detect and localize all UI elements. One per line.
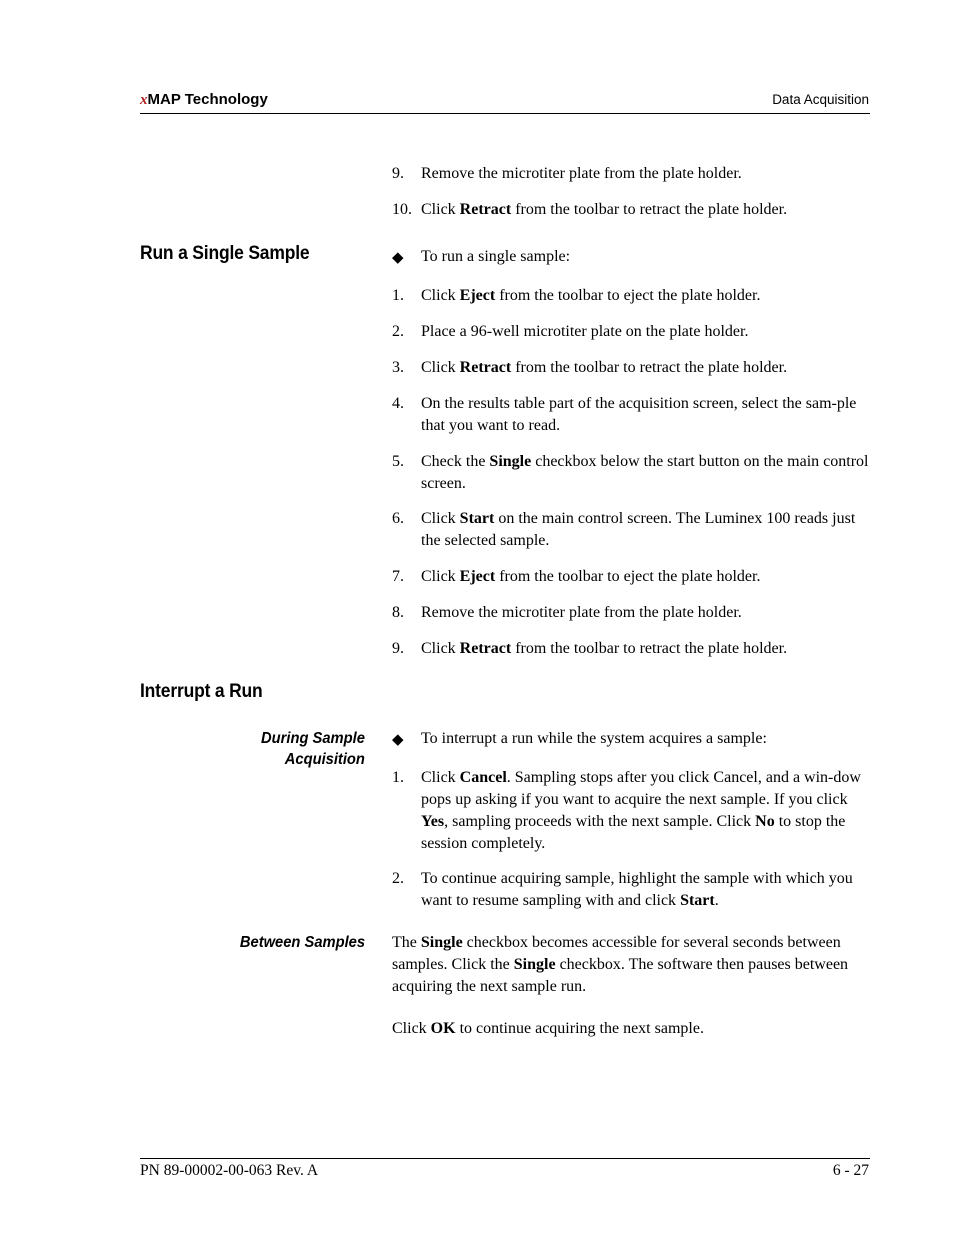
list-item: 9. Remove the microtiter plate from the plate holder. [392, 165, 742, 182]
footer-rule [140, 1158, 870, 1159]
section-heading: Run a Single Sample [140, 243, 310, 264]
list-item: 3. Click Retract from the toolbar to retract the plate holder. [392, 359, 788, 376]
page-number: 6 - 27 [832, 1162, 869, 1179]
procedure-intro: ◆ To run a single sample: [392, 248, 571, 266]
running-header-brand [140, 91, 268, 109]
list-item: 10. Click Retract from the toolbar to retract the plate holder. [392, 201, 788, 218]
list-item: 6. Click Start on the main control screen. The Luminex 100 reads just the selected sample. [392, 510, 856, 549]
subsection-heading: During Sample Acquisition [261, 730, 365, 768]
paragraph: Click OK to continue acquiring the next sample. [392, 1020, 704, 1037]
header-rule [140, 113, 870, 114]
list-item: 2. To continue acquiring sample, highlight the sample with which you want to resume sampling with and click Start. [392, 870, 853, 909]
procedure-intro: ◆ To interrupt a run while the system acquires a sample: [392, 730, 767, 748]
diamond-bullet-icon: ◆ [392, 248, 404, 266]
brand-name: MAP Technology [147, 91, 268, 108]
list-item: 7. Click Eject from the toolbar to eject the plate holder. [392, 568, 761, 585]
section-heading: Interrupt a Run [140, 681, 263, 702]
list-item: 8. Remove the microtiter plate from the plate holder. [392, 604, 742, 621]
list-item: 1. Click Cancel. Sampling stops after you click Cancel, and a win-dow pops up asking if you want to acquire the next sample. If you click Yes, sampling proceeds with the next sample. Click No to stop the session completely. [392, 769, 861, 852]
list-item: 2. Place a 96-well microtiter plate on the plate holder. [392, 323, 749, 340]
diamond-bullet-icon: ◆ [392, 730, 404, 748]
brand-x: x [140, 92, 148, 108]
list-item: 4. On the results table part of the acquisition screen, select the sam-ple that you want to read. [392, 395, 857, 434]
paragraph: The Single checkbox becomes accessible for several seconds between samples. Click the Single checkbox. The software then pauses between acquiring the next sample run. [392, 934, 849, 995]
subsection-heading: Between Samples [239, 934, 365, 951]
running-header-section: Data Acquisition [772, 92, 869, 107]
part-number: PN 89-00002-00-063 Rev. A [140, 1162, 319, 1179]
list-item: 1. Click Eject from the toolbar to eject the plate holder. [392, 287, 761, 304]
list-item: 5. Check the Single checkbox below the start button on the main control screen. [392, 453, 869, 492]
list-item: 9. Click Retract from the toolbar to retract the plate holder. [392, 640, 788, 657]
